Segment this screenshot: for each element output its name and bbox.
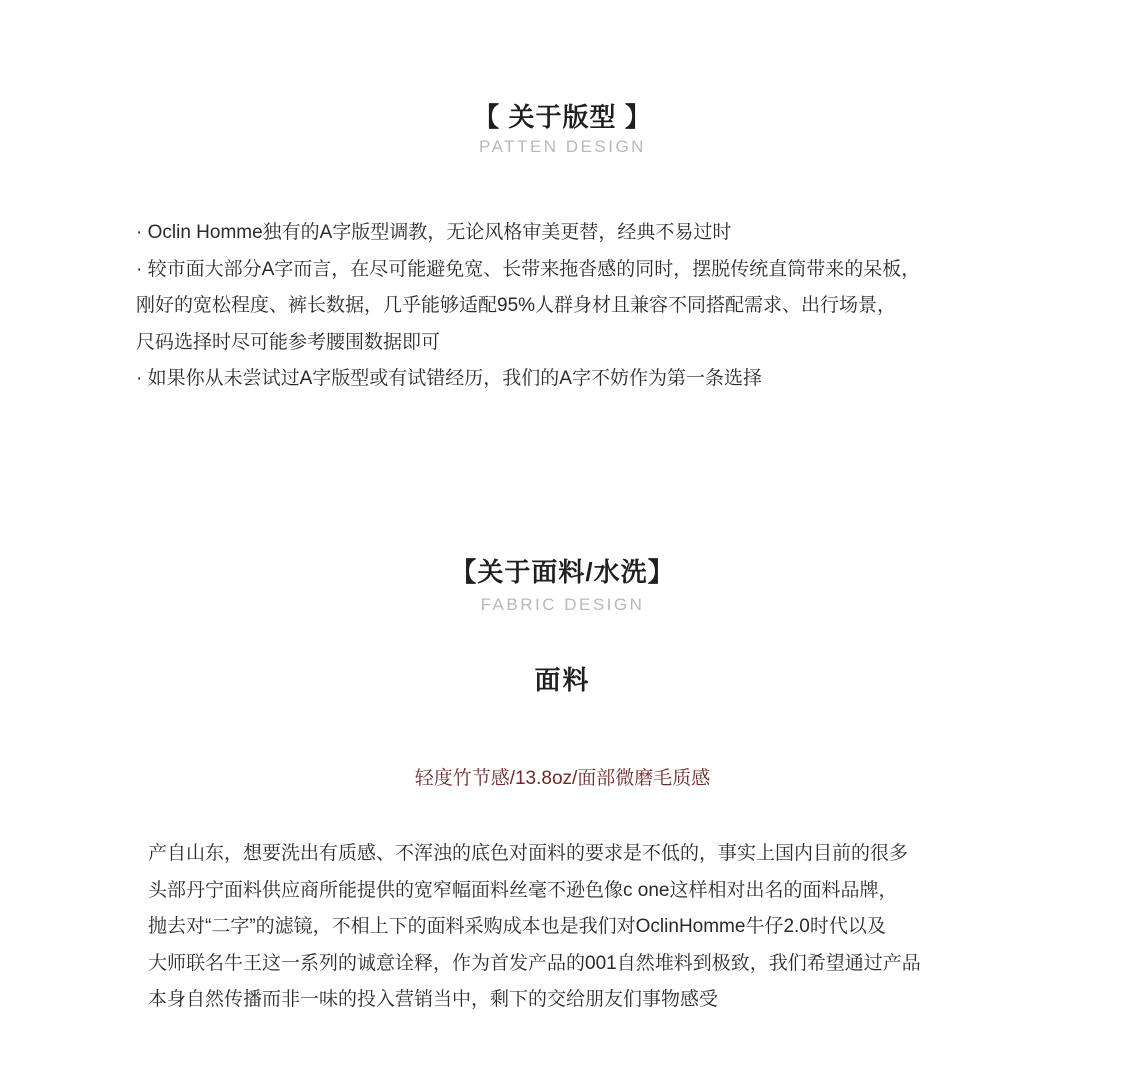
fabric-line: 头部丹宁面料供应商所能提供的宽窄幅面料丝毫不逊色像c one这样相对出名的面料品牌， (148, 879, 898, 901)
pattern-line: · 如果你从未尝试过A字版型或有试错经历，我们的A字不妨作为第一条选择 (136, 368, 762, 389)
fabric-line: 抛去对“二字”的滤镜，不相上下的面料采购成本也是我们对OclinHomme牛仔2.0时代以及 (148, 916, 886, 937)
pattern-line: 刚好的宽松程度、裤长数据，几乎能够适配95%人群身材且兼容不同搭配需求、出行场景， (136, 295, 897, 316)
fabric-line: 大师联名牛王这一系列的诚意诠释，作为首发产品的001自然堆料到极致，我们希望通过产品 (148, 952, 921, 974)
fabric-description (148, 836, 921, 1019)
pattern-section-title: 【 关于版型 】 (473, 102, 652, 132)
fabric-heading: 面料 (534, 665, 591, 695)
pattern-line: 尺码选择时尽可能参考腰围数据即可 (136, 331, 441, 353)
pattern-line: · Oclin Homme独有的A字版型调教，无论风格审美更替，经典不易过时 (136, 222, 732, 243)
pattern-description (136, 215, 920, 398)
pattern-line: · 较市面大部分A字而言，在尽可能避免宽、长带来拖沓感的同时，摆脱传统直筒带来的呆板， (136, 258, 921, 280)
fabric-line: 产自山东，想要洗出有质感、不浑浊的底色对面料的要求是不低的，事实上国内目前的很多 (148, 843, 909, 864)
fabric-line: 本身自然传播而非一味的投入营销当中，剩下的交给朋友们事物感受 (148, 989, 719, 1010)
fabric-tagline: 轻度竹节感/13.8oz/面部微磨毛质感 (414, 768, 711, 789)
fabric-section-subtitle: FABRIC DESIGN (480, 595, 645, 614)
fabric-section-title: 【关于面料/水洗】 (450, 557, 675, 587)
pattern-section-subtitle: PATTEN DESIGN (479, 137, 646, 156)
